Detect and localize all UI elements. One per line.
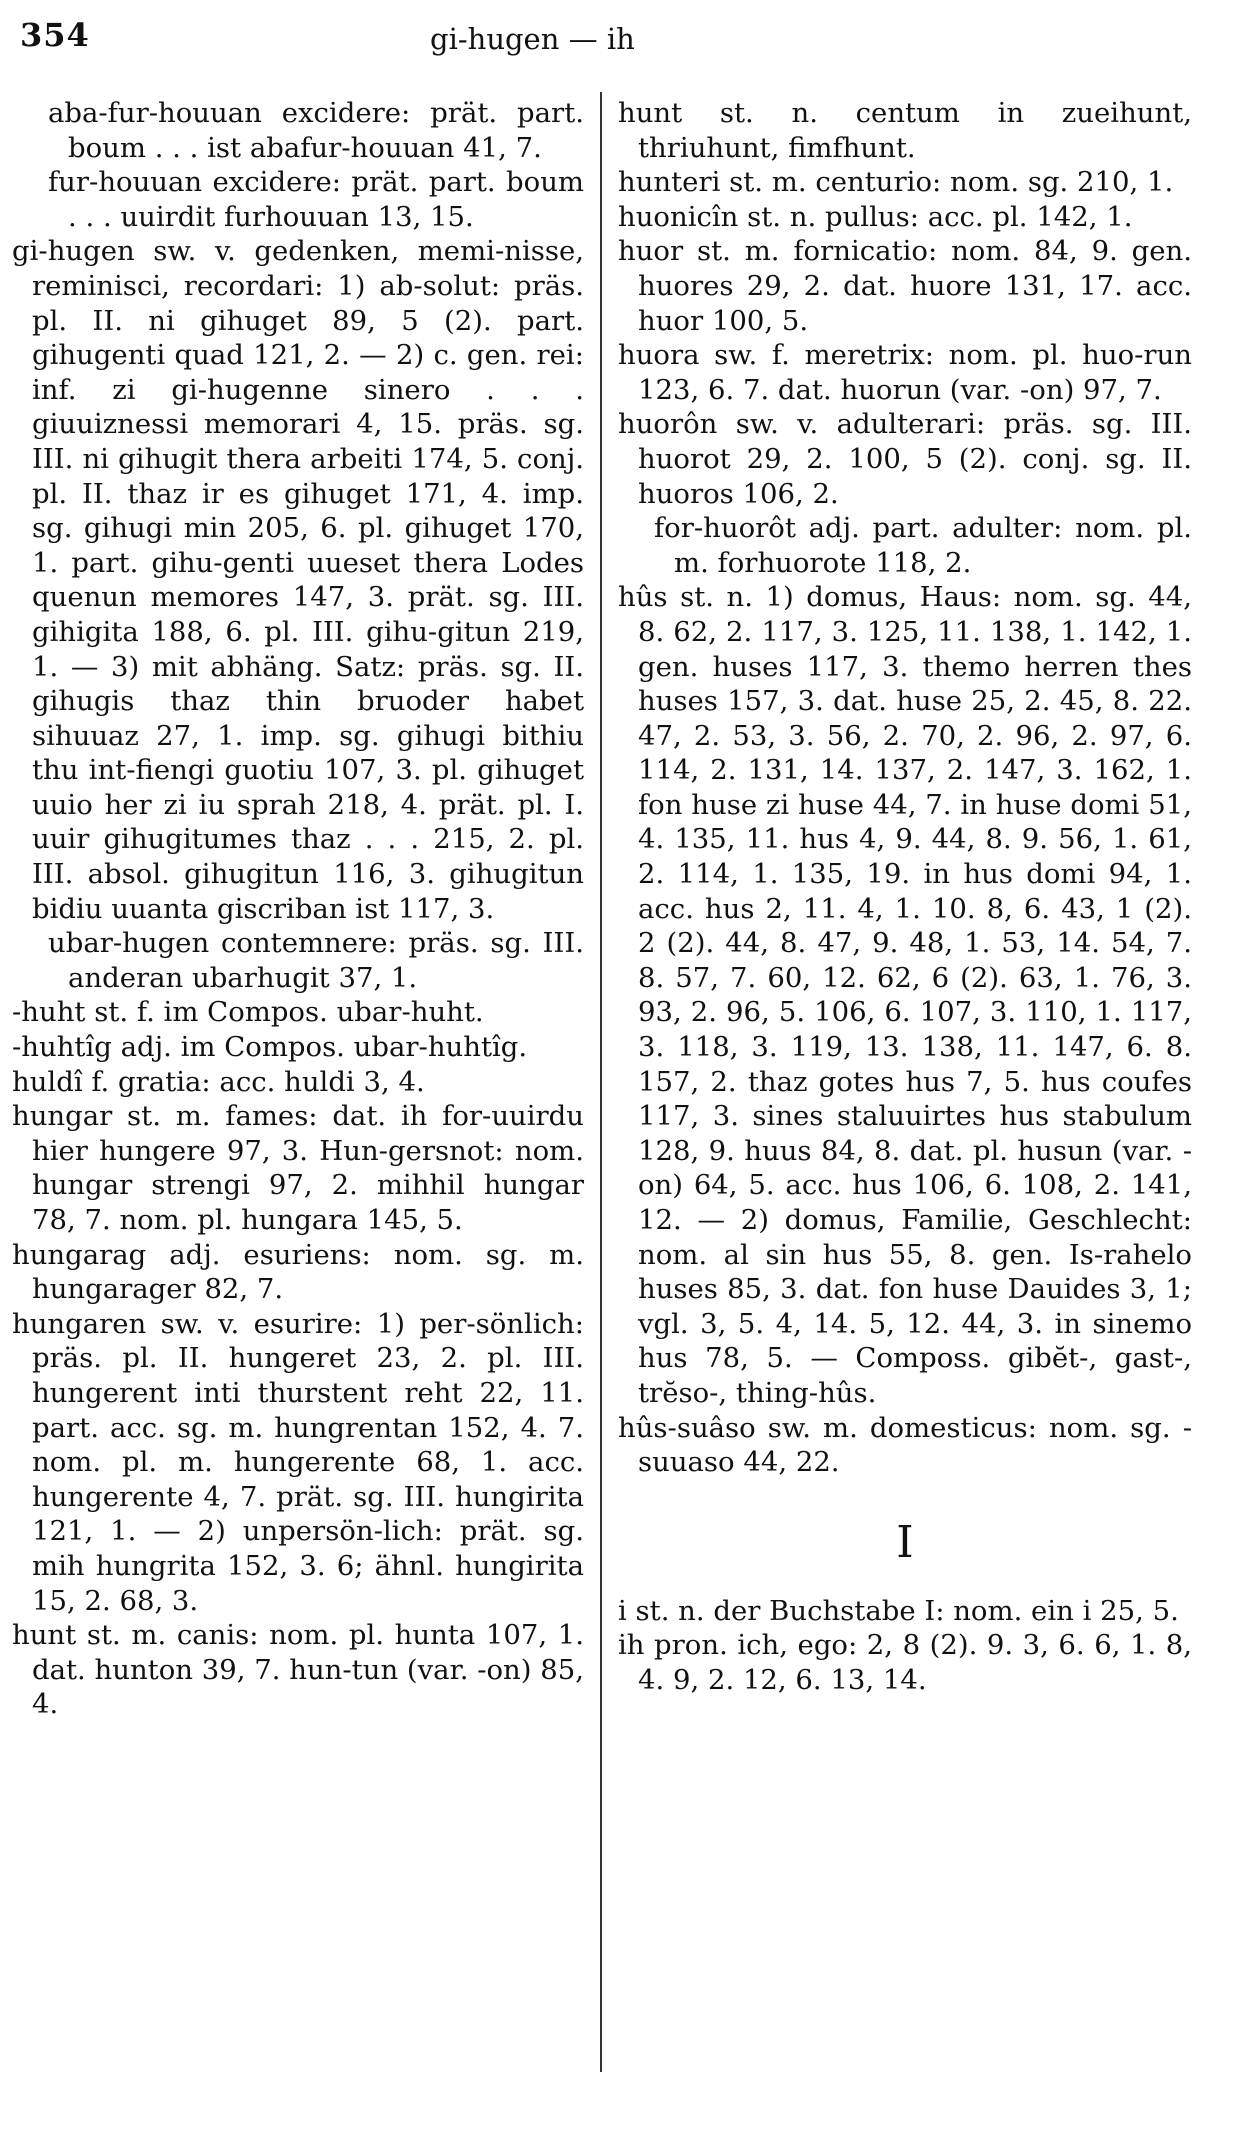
- dictionary-entry: -huht st. f. im Compos. ubar-huht.: [12, 996, 484, 1029]
- dictionary-entry: for-huorôt adj. part. adulter: nom. pl. m. forhuorote 118, 2.: [654, 512, 1192, 579]
- dictionary-entry: huldî f. gratia: acc. huldi 3, 4.: [12, 1065, 425, 1098]
- dictionary-entry: -huhtîg adj. im Compos. ubar-huhtîg.: [12, 1031, 528, 1064]
- dictionary-entry: gi-hugen sw. v. gedenken, memi-nisse, reminisci, recordari: 1) ab-solut: präs. pl. II. ni gihuget 89, 5 (2). part. gihugenti quad 121, 2. — 2) c. gen. rei: inf. zi gi-hugenne sinero . . . giuuiznessi memorari 4, 15. präs. sg. III. ni gihugit thera arbeiti 174, 5. conj. pl. II. thaz ir es gihuget 171, 4. imp. sg. gihugi min 205, 6. pl. gihuget 170, 1. part. gihu-genti uueset thera Lodes quenun memores 147, 3. prät. sg. III. gihigita 188, 6. pl. III. gihu-gitun 219, 1. — 3) mit abhäng. Satz: präs. sg. II. gihugis thaz thin bruoder habet sihuuaz 27, 1. imp. sg. gihugi bithiu thu int-fiengi guotiu 107, 3. pl. gihuget uuio her zi iu sprah 218, 4. prät. pl. I. uuir gihugitumes thaz . . . 215, 2. pl. III. absol. gihugitun 116, 3. gihugitun bidiu uuanta giscriban ist 117, 3.: [12, 235, 584, 925]
- dictionary-entry: huonicîn st. n. pullus: acc. pl. 142, 1.: [618, 200, 1133, 233]
- dictionary-entry: fur-houuan excidere: prät. part. boum . . . uuirdit furhouuan 13, 15.: [48, 166, 584, 233]
- dictionary-entry: hûs st. n. 1) domus, Haus: nom. sg. 44, 8. 62, 2. 117, 3. 125, 11. 138, 1. 142, 1. gen. huses 117, 3. themo herren thes huses 157, 3. dat. huse 25, 2. 45, 8. 22. 47, 2. 53, 3. 56, 2. 70, 2. 96, 2. 97, 6. 114, 2. 131, 14. 137, 2. 147, 3. 162, 1. fon huse zi huse 44, 7. in huse domi 51, 4. 135, 11. hus 4, 9. 44, 8. 9. 56, 1. 61, 2. 114, 1. 135, 19. in hus domi 94, 1. acc. hus 2, 11. 4, 1. 10. 8, 6. 43, 1 (2). 2 (2). 44, 8. 47, 9. 48, 1. 53, 14. 54, 7. 8. 57, 7. 60, 12. 62, 6 (2). 63, 1. 76, 3. 93, 2. 96, 5. 106, 6. 107, 3. 110, 1. 117, 3. 118, 3. 119, 13. 138, 11. 147, 6. 8. 157, 2. thaz gotes hus 7, 5. hus coufes 117, 3. sines staluuirtes hus stabulum 128, 9. huus 84, 8. dat. pl. husun (var. -on) 64, 5. acc. hus 106, 6. 108, 2. 141, 12. — 2) domus, Familie, Geschlecht: nom. al sin hus 55, 8. gen. Is-rahelo huses 85, 3. dat. fon huse Dauides 3, 1; vgl. 3, 5. 4, 14. 5, 12. 44, 3. in sinemo hus 78, 5. — Composs. gibĕt-, gast-, trĕso-, thing-hûs.: [618, 581, 1192, 1409]
- dictionary-entry: hungar st. m. fames: dat. ih for-uuirdu hier hungere 97, 3. Hun-gersnot: nom. hungar strengi 97, 2. mihhil hungar 78, 7. nom. pl. hungara 145, 5.: [12, 1100, 584, 1236]
- dictionary-entry: ubar-hugen contemnere: präs. sg. III. anderan ubarhugit 37, 1.: [48, 927, 584, 994]
- dictionary-entry: hunt st. m. canis: nom. pl. hunta 107, 1. dat. hunton 39, 7. hun-tun (var. -on) 85, 4.: [12, 1619, 584, 1721]
- dictionary-entry: hunt st. n. centum in zueihunt, thriuhunt, fimfhunt.: [618, 97, 1192, 164]
- page-header: [0, 10, 1244, 60]
- running-title: gi-hugen — ih: [430, 22, 635, 56]
- dictionary-entry: hungaren sw. v. esurire: 1) per-sönlich: präs. pl. II. hungeret 23, 2. pl. III. hungerent inti thurstent reht 22, 11. part. acc. sg. m. hungrentan 152, 4. 7. nom. pl. m. hungerente 68, 1. acc. hungerente 4, 7. prät. sg. III. hungirita 121, 1. — 2) unpersön-lich: prät. sg. mih hungrita 152, 3. 6; ähnl. hungirita 15, 2. 68, 3.: [12, 1307, 584, 1617]
- dictionary-entry: aba-fur-houuan excidere: prät. part. boum . . . ist abafur-houuan 41, 7.: [48, 97, 584, 164]
- dictionary-entry: ih pron. ich, ego: 2, 8 (2). 9. 3, 6. 6, 1. 8, 4. 9, 2. 12, 6. 13, 14.: [618, 1629, 1192, 1696]
- dictionary-entry: hûs-suâso sw. m. domesticus: nom. sg. -suuaso 44, 22.: [618, 1411, 1192, 1479]
- section-heading: I: [896, 1516, 914, 1568]
- dictionary-entry: huorôn sw. v. adulterari: präs. sg. III. huorot 29, 2. 100, 5 (2). conj. sg. II. huoros 106, 2.: [618, 408, 1192, 510]
- dictionary-entry: huor st. m. fornicatio: nom. 84, 9. gen. huores 29, 2. dat. huore 131, 17. acc. huor 100, 5.: [618, 235, 1192, 337]
- dictionary-entry: huora sw. f. meretrix: nom. pl. huo-run 123, 6. 7. dat. huorun (var. -on) 97, 7.: [618, 339, 1192, 406]
- right-column: [618, 96, 1192, 1698]
- dictionary-entry: hungarag adj. esuriens: nom. sg. m. hungarager 82, 7.: [12, 1238, 584, 1306]
- left-column: [12, 96, 584, 1722]
- dictionary-entry: i st. n. der Buchstabe I: nom. ein i 25, 5.: [618, 1594, 1179, 1627]
- dictionary-entry: hunteri st. m. centurio: nom. sg. 210, 1.: [618, 166, 1174, 199]
- column-divider: [600, 92, 602, 2072]
- page-number: 354: [20, 16, 90, 54]
